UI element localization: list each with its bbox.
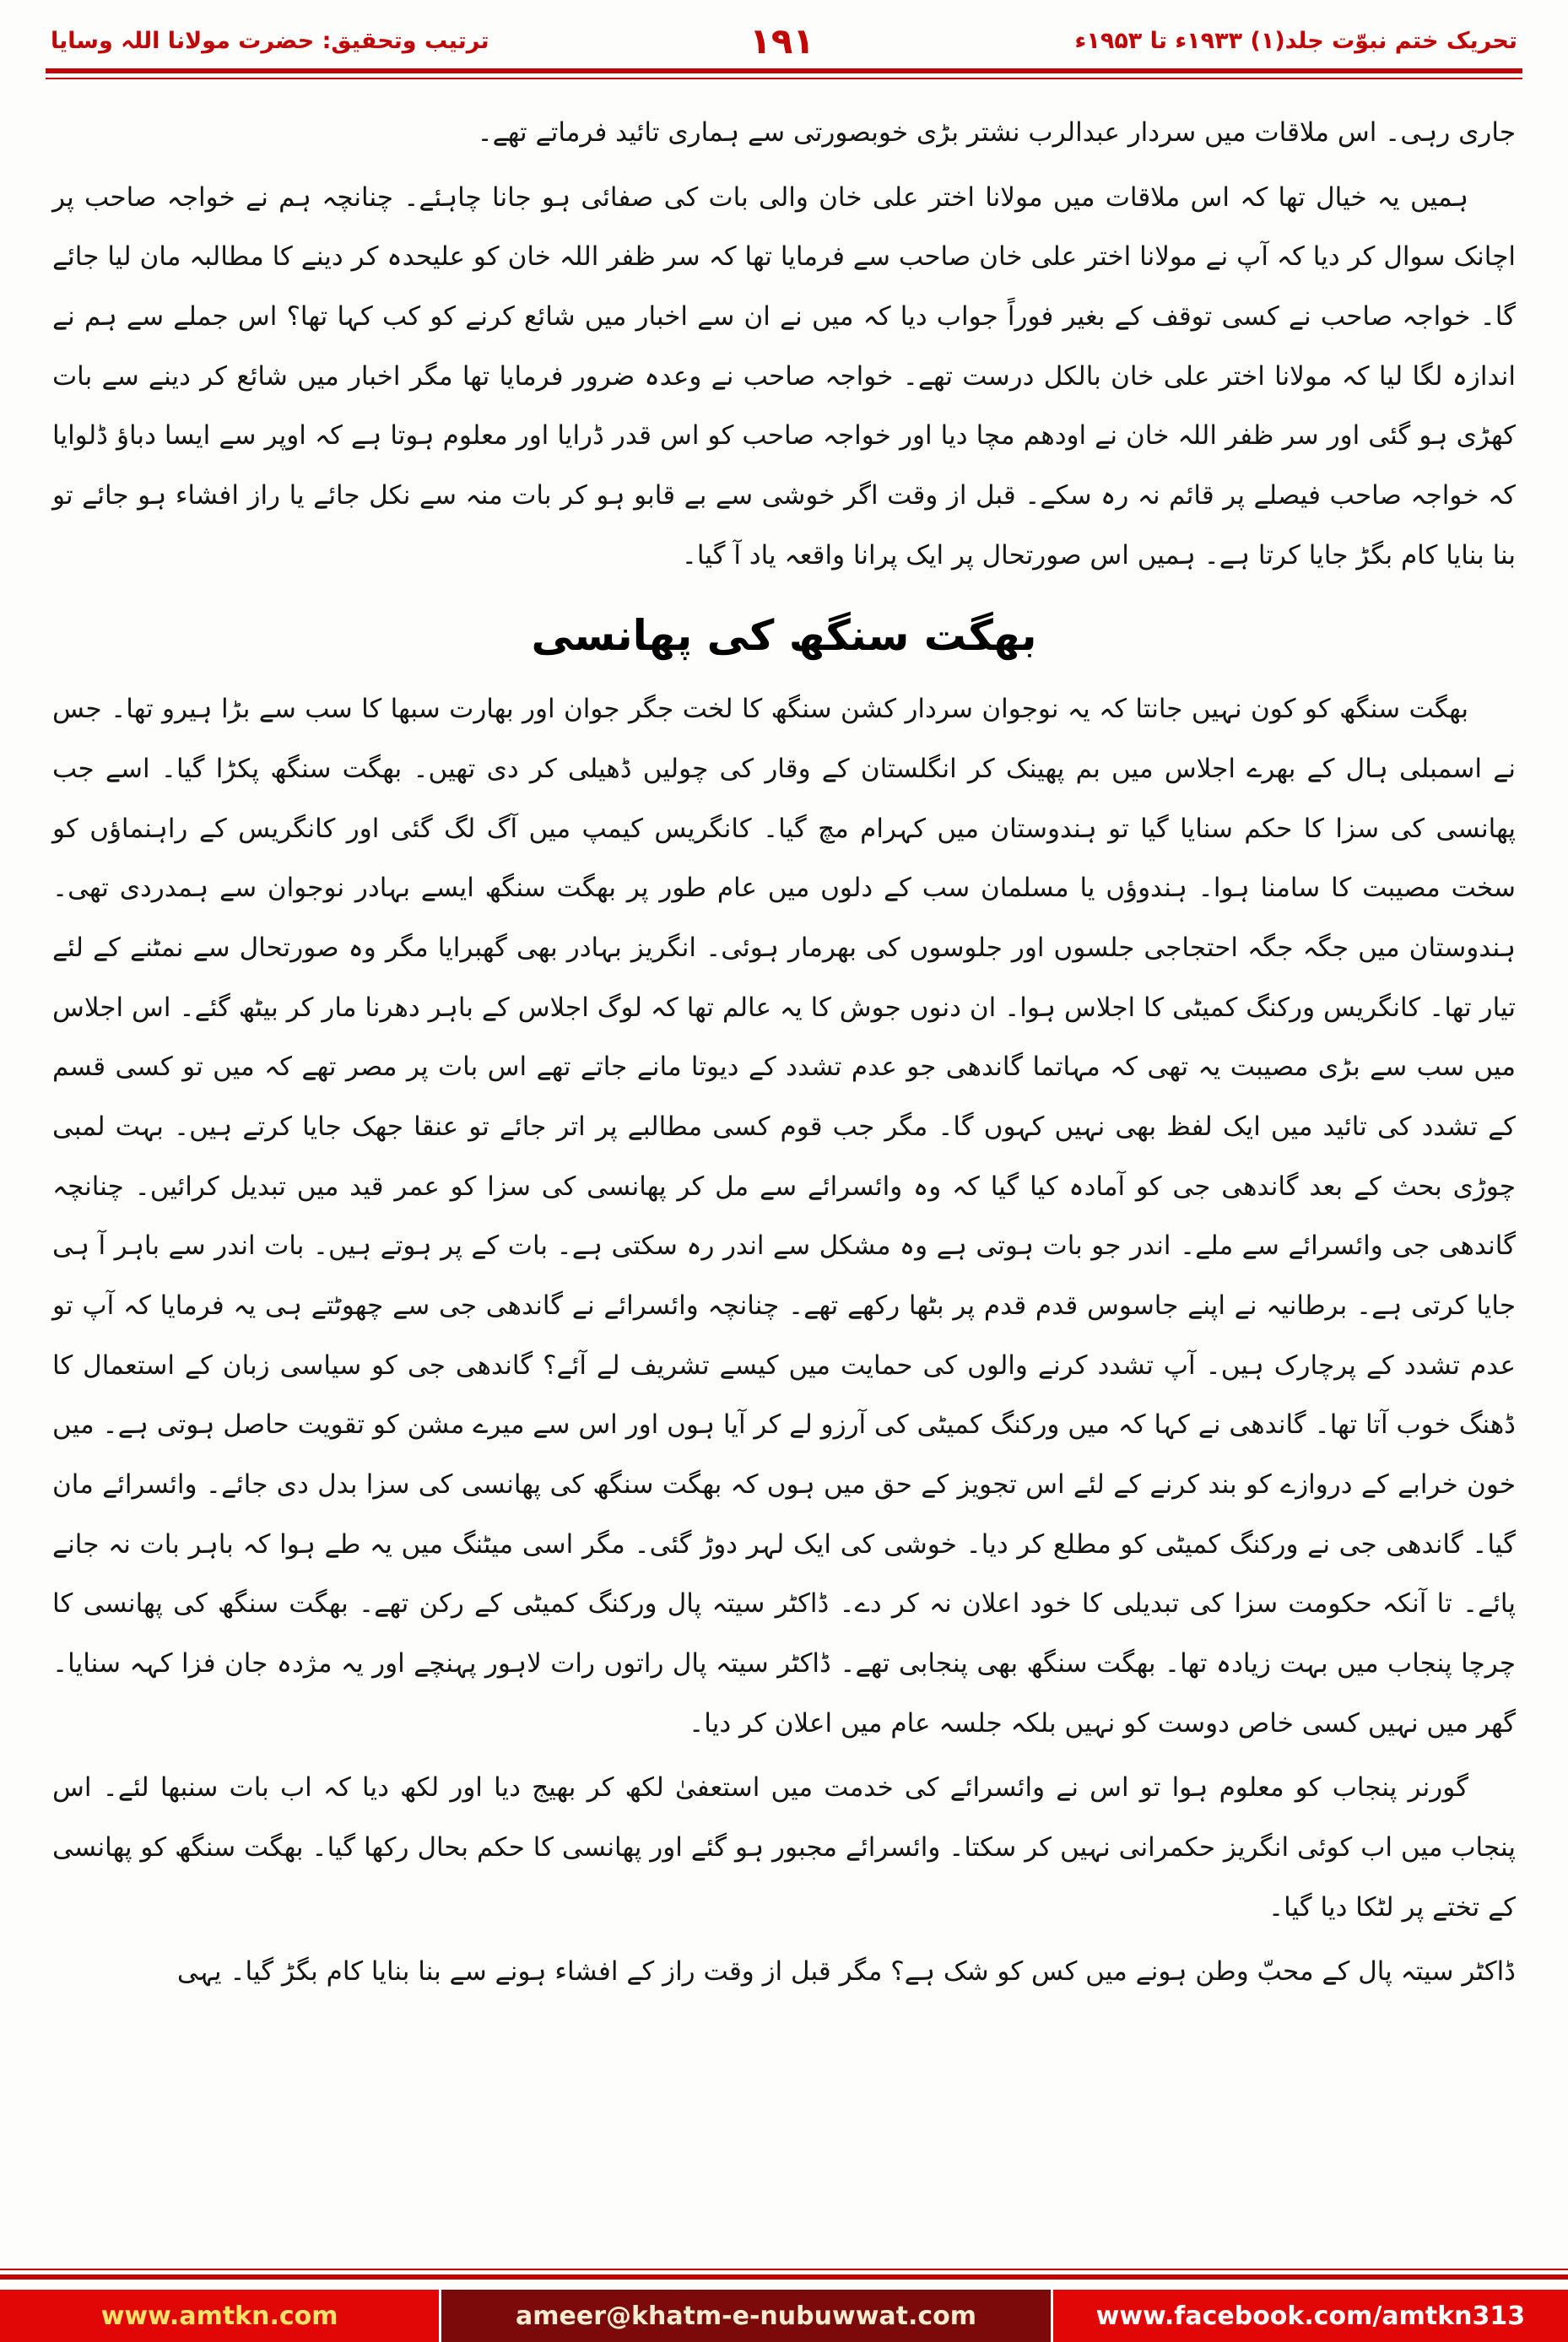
header-divider xyxy=(46,68,1522,79)
paragraph: ہمیں یہ خیال تھا کہ اس ملاقات میں مولانا اختر علی خان والی بات کی صفائی ہو جانا چاہئے۔ چنانچہ ہم نے خواجہ صاحب پر اچانک سوال کر دیا کہ آپ نے مولانا اختر علی خان صاحب سے فرمایا تھا کہ سر ظفر اللہ خان کو علیحدہ کر دینے کا مطالبہ مان لیا جائے گا۔ خواجہ صاحب نے کسی توقف کے بغیر فوراً جواب دیا کہ میں نے ان سے اخبار میں شائع کرنے کو کب کہا تھا؟ اس جملے سے ہم نے اندازہ لگا لیا کہ مولانا اختر علی خان بالکل درست تھے۔ خواجہ صاحب نے وعدہ ضرور فرمایا تھا مگر اخبار میں شائع کر دینے سے بات کھڑی ہو گئی اور سر ظفر اللہ خان نے اودھم مچا دیا اور خواجہ صاحب کو اس قدر ڈرایا اور معلوم ہوتا ہے کہ اوپر سے ایسا دباؤ ڈلوایا کہ خواجہ صاحب فیصلے پر قائم نہ رہ سکے۔ قبل از وقت اگر خوشی سے بے قابو ہو کر بات منہ سے نکل جائے یا راز افشاء ہو جائے تو بنا بنایا کام بگڑ جایا کرتا ہے۔ ہمیں اس صورتحال پر ایک پرانا واقعہ یاد آ گیا۔ xyxy=(52,181,1516,571)
compiler-credit: ترتیب وتحقیق: حضرت مولانا اللہ وسایا xyxy=(51,28,489,54)
page-footer xyxy=(0,2269,1568,2342)
footer-facebook-url: www.facebook.com/amtkn313 xyxy=(1051,2290,1568,2342)
footer-website-url: www.amtkn.com xyxy=(0,2290,439,2342)
footer-divider xyxy=(0,2269,1568,2280)
page-body xyxy=(46,79,1522,2002)
book-title: تحریک ختم نبوّت جلد(۱) ۱۹۳۳ء تا ۱۹۵۳ء xyxy=(1074,28,1517,54)
page-number: ۱۹۱ xyxy=(749,20,815,62)
paragraph: گورنر پنجاب کو معلوم ہوا تو اس نے وائسرائے کی خدمت میں استعفیٰ لکھ کر بھیج دیا اور لکھ دیا کہ اب بات سنبھا لئے۔ اس پنجاب میں اب کوئی انگریز حکمرانی نہیں کر سکتا۔ وائسرائے مجبور ہو گئے اور پھانسی کا حکم بحال رکھا گیا۔ بھگت سنگھ کو پھانسی کے تختے پر لٹکا دیا گیا۔ xyxy=(52,1772,1517,1923)
footer-email-address: ameer@khatm-e-nubuwwat.com xyxy=(439,2290,1051,2342)
paragraph: ڈاکٹر سیتہ پال کے محبّ وطن ہونے میں کس کو شک ہے؟ مگر قبل از وقت راز کے افشاء ہونے سے بنا بنایا کام بگڑ گیا۔ یہی xyxy=(176,1956,1516,1988)
page-header xyxy=(46,17,1522,68)
footer-bar xyxy=(0,2290,1568,2342)
paragraph: بھگت سنگھ کو کون نہیں جانتا کہ یہ نوجوان سردار کشن سنگھ کا لخت جگر جوان اور بھارت سبھا کا سب سے بڑا ہیرو تھا۔ جس نے اسمبلی ہال کے بھرے اجلاس میں بم پھینک کر انگلستان کے وقار کی چولیں ڈھیلی کر دی تھیں۔ بھگت سنگھ پکڑا گیا۔ اسے جب پھانسی کی سزا کا حکم سنایا گیا تو ہندوستان میں کہرام مچ گیا۔ کانگریس کیمپ میں آگ لگ گئی اور کانگریس کے راہنماؤں کو سخت مصیبت کا سامنا ہوا۔ ہندوؤں یا مسلمان سب کے دلوں میں عام طور پر بھگت سنگھ ایسے بہادر نوجوان سے ہمدردی تھی۔ ہندوستان میں جگہ جگہ احتجاجی جلسوں اور جلوسوں کی بھرمار ہوئی۔ انگریز بہادر بھی گھبرایا مگر وہ صورتحال سے نمٹنے کے لئے تیار تھا۔ کانگریس ورکنگ کمیٹی کا اجلاس ہوا۔ ان دنوں جوش کا یہ عالم تھا کہ لوگ اجلاس کے باہر دھرنا مار کر بیٹھ گئے۔ اس اجلاس میں سب سے بڑی مصیبت یہ تھی کہ مہاتما گاندھی جو عدم تشدد کے دیوتا مانے جاتے تھے اس بات پر مصر تھے کہ میں تو کسی قسم کے تشدد کی تائید میں ایک لفظ بھی نہیں کہوں گا۔ مگر جب قوم کسی مطالبے پر اتر جائے تو عنقا جھک جایا کرتے ہیں۔ بہت لمبی چوڑی بحث کے بعد گاندھی جی کو آمادہ کیا گیا کہ وہ وائسرائے سے مل کر پھانسی کی سزا کو عمر قید میں تبدیل کرائیں۔ چنانچہ گاندھی جی وائسرائے سے ملے۔ اندر جو بات ہوتی ہے وہ مشکل سے اندر رہ سکتی ہے۔ بات کے پر ہوتے ہیں۔ بات اندر سے باہر آ ہی جایا کرتی ہے۔ برطانیہ نے اپنے جاسوس قدم قدم پر بٹھا رکھے تھے۔ چنانچہ وائسرائے نے گاندھی جی سے چھوٹتے ہی یہ فرمایا کہ آپ تو عدم تشدد کے پرچارک ہیں۔ آپ تشدد کرنے والوں کی حمایت میں کیسے تشریف لے آئے؟ گاندھی جی کو سیاسی زبان کے استعمال کا ڈھنگ خوب آتا تھا۔ گاندھی نے کہا کہ میں ورکنگ کمیٹی کی آرزو لے کر آیا ہوں اور اس سے میرے مشن کو تقویت حاصل ہوتی ہے۔ میں خون خرابے کے دروازے کو بند کرنے کے لئے اس تجویز کے حق میں ہوں کہ بھگت سنگھ کی پھانسی کی سزا بدل دی جائے۔ وائسرائے مان گیا۔ گاندھی جی نے ورکنگ کمیٹی کو مطلع کر دیا۔ خوشی کی ایک لہر دوڑ گئی۔ مگر اسی میٹنگ میں یہ طے ہوا کہ باہر بات نہ جانے پائے۔ تا آنکہ حکومت سزا کی تبدیلی کا خود اعلان نہ کر دے۔ ڈاکٹر سیتہ پال ورکنگ کمیٹی کے رکن تھے۔ بھگت سنگھ کی پھانسی کا چرچا پنجاب میں بہت زیادہ تھا۔ بھگت سنگھ بھی پنجابی تھے۔ ڈاکٹر سیتہ پال راتوں رات لاہور پہنچے اور یہ مژدہ جان فزا کہہ سنایا۔ گھر میں نہیں کسی خاص دوست کو نہیں بلکہ جلسہ عام میں اعلان کر دیا۔ xyxy=(52,694,1516,1739)
paragraph: جاری رہی۔ اس ملاقات میں سردار عبدالرب نشتر بڑی خوبصورتی سے ہماری تائید فرماتے تھے۔ xyxy=(477,117,1516,148)
section-heading-bhagat-singh: بھگت سنگھ کی پھانسی xyxy=(531,611,1037,661)
